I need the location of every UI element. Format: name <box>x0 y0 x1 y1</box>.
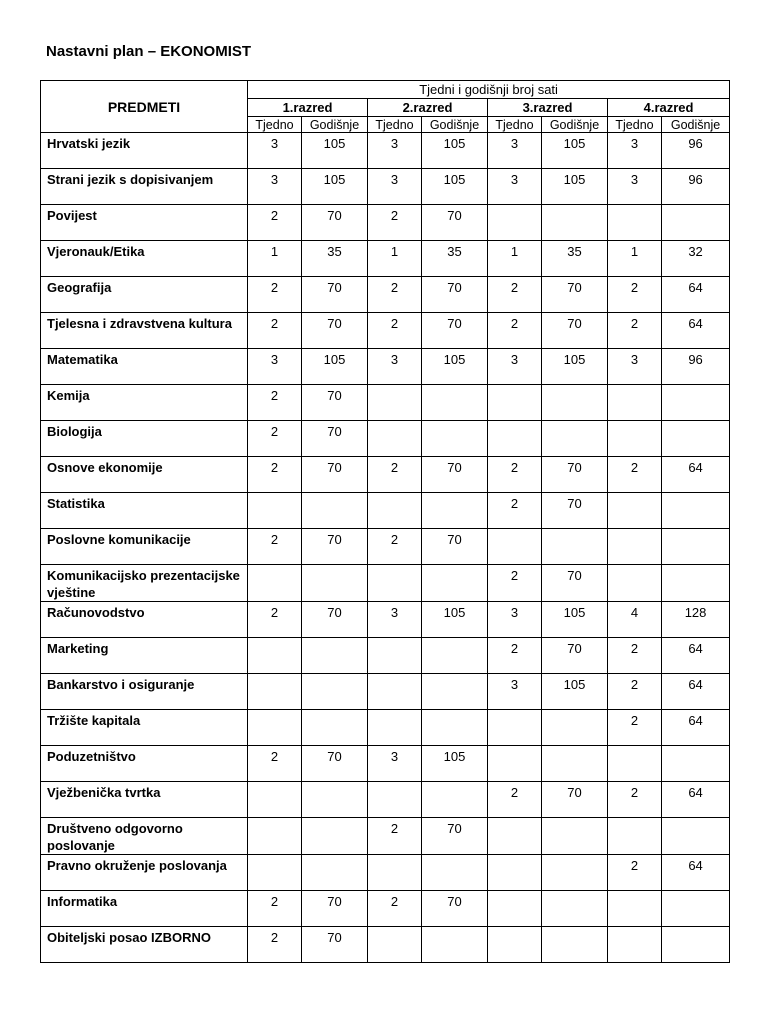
yearly-hours-cell: 128 <box>662 602 730 638</box>
table-row <box>41 385 730 421</box>
weekly-hours-cell: 3 <box>488 349 542 385</box>
weekly-hours-cell <box>488 746 542 782</box>
yearly-hours-cell <box>542 746 608 782</box>
subject-cell: Informatika <box>41 891 248 927</box>
weekly-hours-cell: 2 <box>488 638 542 674</box>
weekly-hours-cell: 3 <box>368 602 422 638</box>
yearly-hours-cell <box>662 818 730 855</box>
yearly-hours-cell: 70 <box>422 891 488 927</box>
yearly-hours-cell <box>422 638 488 674</box>
yearly-hours-cell: 64 <box>662 638 730 674</box>
weekly-hours-cell: 2 <box>248 457 302 493</box>
weekly-hours-cell: 2 <box>248 602 302 638</box>
weekly-hours-cell: 1 <box>608 241 662 277</box>
subject-cell: Bankarstvo i osiguranje <box>41 674 248 710</box>
yearly-hours-cell: 70 <box>302 385 368 421</box>
yearly-hours-cell: 105 <box>542 349 608 385</box>
subject-cell: Kemija <box>41 385 248 421</box>
weekly-hours-cell <box>368 855 422 891</box>
yearly-hours-cell <box>542 421 608 457</box>
yearly-hours-cell: 64 <box>662 674 730 710</box>
yearly-hours-cell: 35 <box>302 241 368 277</box>
weekly-hours-cell <box>488 385 542 421</box>
weekly-hours-cell: 2 <box>248 746 302 782</box>
yearly-hours-cell <box>662 493 730 529</box>
subject-cell: Strani jezik s dopisivanjem <box>41 169 248 205</box>
weekly-hours-cell: 2 <box>488 493 542 529</box>
weekly-hours-cell: 2 <box>608 457 662 493</box>
weekly-hours-cell: 3 <box>368 746 422 782</box>
subject-cell: Geografija <box>41 277 248 313</box>
yearly-hours-cell <box>422 674 488 710</box>
yearly-hours-cell <box>422 421 488 457</box>
yearly-hours-cell <box>542 385 608 421</box>
weekly-hours-cell: 2 <box>608 855 662 891</box>
weekly-hours-cell: 2 <box>248 927 302 963</box>
yearly-hours-cell <box>542 710 608 746</box>
yearly-hours-cell: 64 <box>662 710 730 746</box>
table-row <box>41 313 730 349</box>
yearly-hours-cell: 70 <box>302 313 368 349</box>
yearly-hours-cell <box>302 493 368 529</box>
table-body <box>41 133 730 963</box>
weekly-hours-cell: 3 <box>368 349 422 385</box>
weekly-hours-cell: 3 <box>488 169 542 205</box>
yearly-hours-cell <box>422 782 488 818</box>
subject-cell: Komunikacijsko prezentacijske vještine <box>41 565 248 602</box>
table-row <box>41 349 730 385</box>
table-row <box>41 133 730 169</box>
weekly-hours-cell <box>248 818 302 855</box>
weekly-hours-cell <box>248 674 302 710</box>
yearly-hours-cell: 64 <box>662 855 730 891</box>
yearly-hours-cell: 70 <box>302 746 368 782</box>
weekly-hours-cell: 2 <box>248 529 302 565</box>
weekly-hours-cell: 2 <box>248 205 302 241</box>
yearly-hours-cell: 70 <box>542 313 608 349</box>
weekly-hours-cell: 2 <box>368 457 422 493</box>
weekly-hours-cell: 3 <box>248 349 302 385</box>
yearly-hours-cell <box>302 855 368 891</box>
weekly-hours-cell: 2 <box>368 818 422 855</box>
yearly-hours-cell <box>662 205 730 241</box>
weekly-hours-cell <box>608 927 662 963</box>
weekly-hours-cell: 3 <box>248 133 302 169</box>
yearly-hours-cell <box>662 746 730 782</box>
weekly-hours-cell: 1 <box>248 241 302 277</box>
table-row <box>41 565 730 602</box>
table-row <box>41 457 730 493</box>
yearly-hours-cell: 70 <box>302 421 368 457</box>
table-row <box>41 493 730 529</box>
weekly-hours-cell: 1 <box>488 241 542 277</box>
yearly-hours-cell <box>542 927 608 963</box>
yearly-hours-cell: 70 <box>542 457 608 493</box>
table-row <box>41 277 730 313</box>
grade-header-3: 3.razred <box>488 99 608 117</box>
yearly-hours-cell: 105 <box>422 349 488 385</box>
table-row <box>41 782 730 818</box>
weekly-hours-cell: 2 <box>608 710 662 746</box>
weekly-hours-cell <box>368 674 422 710</box>
weekly-hours-cell <box>608 385 662 421</box>
yearly-hours-cell: 70 <box>302 602 368 638</box>
yearly-hours-cell: 70 <box>302 529 368 565</box>
subject-cell: Statistika <box>41 493 248 529</box>
weekly-hours-cell: 2 <box>368 277 422 313</box>
weekly-hours-cell <box>368 710 422 746</box>
subject-cell: Vježbenička tvrtka <box>41 782 248 818</box>
subject-cell: Osnove ekonomije <box>41 457 248 493</box>
weekly-hours-cell <box>248 710 302 746</box>
yearly-hours-cell <box>662 421 730 457</box>
weekly-hours-cell: 3 <box>608 133 662 169</box>
yearly-hours-cell: 105 <box>422 133 488 169</box>
table-row <box>41 529 730 565</box>
subject-cell: Pravno okruženje poslovanja <box>41 855 248 891</box>
yearly-hours-cell: 64 <box>662 277 730 313</box>
weekly-hours-cell <box>488 710 542 746</box>
subject-cell: Biologija <box>41 421 248 457</box>
yearly-hours-cell: 105 <box>542 169 608 205</box>
weekly-hours-cell <box>608 891 662 927</box>
grade-header-4: 4.razred <box>608 99 730 117</box>
weekly-hours-cell: 4 <box>608 602 662 638</box>
weekly-hours-cell: 3 <box>248 169 302 205</box>
weekly-hours-cell <box>248 565 302 602</box>
weekly-hours-cell: 3 <box>368 133 422 169</box>
weekly-hours-cell: 2 <box>488 313 542 349</box>
yearly-hours-cell: 70 <box>422 313 488 349</box>
weekly-hours-cell <box>368 493 422 529</box>
table-row <box>41 421 730 457</box>
yearly-hours-cell: 70 <box>422 205 488 241</box>
weekly-hours-cell: 3 <box>488 674 542 710</box>
weekly-hours-cell: 3 <box>608 169 662 205</box>
table-row <box>41 674 730 710</box>
yearly-hours-cell: 64 <box>662 457 730 493</box>
weekly-hours-cell: 2 <box>488 565 542 602</box>
weekly-hours-cell: 2 <box>368 529 422 565</box>
yearly-hours-cell: 32 <box>662 241 730 277</box>
yearly-hours-cell <box>662 529 730 565</box>
yearly-hours-cell: 70 <box>302 891 368 927</box>
weekly-hours-cell <box>608 565 662 602</box>
weekly-hours-cell: 3 <box>608 349 662 385</box>
subject-cell: Hrvatski jezik <box>41 133 248 169</box>
weekly-hours-cell: 2 <box>248 385 302 421</box>
weekly-hours-cell <box>608 746 662 782</box>
yearly-hours-cell <box>302 638 368 674</box>
table-row <box>41 818 730 855</box>
weekly-hours-cell <box>488 855 542 891</box>
weekly-hours-cell: 2 <box>608 313 662 349</box>
yearly-hours-cell: 70 <box>302 205 368 241</box>
weekly-hours-cell: 3 <box>488 602 542 638</box>
table-row <box>41 602 730 638</box>
yearly-hours-cell <box>662 385 730 421</box>
yearly-hours-cell <box>302 710 368 746</box>
subjects-header: PREDMETI <box>41 81 248 133</box>
weekly-hours-cell <box>488 529 542 565</box>
weekly-hours-cell: 2 <box>368 205 422 241</box>
yearly-hours-cell: 105 <box>542 674 608 710</box>
weekly-hours-cell <box>608 529 662 565</box>
weekly-hours-cell <box>368 638 422 674</box>
yearly-hours-cell: 64 <box>662 782 730 818</box>
yearly-hours-cell <box>542 818 608 855</box>
yearly-hours-cell <box>542 205 608 241</box>
yearly-hours-cell <box>662 891 730 927</box>
weekly-hours-cell: 2 <box>488 277 542 313</box>
weekly-hours-cell <box>248 855 302 891</box>
yearly-hours-cell <box>662 565 730 602</box>
table-row <box>41 746 730 782</box>
yearly-hours-cell: 96 <box>662 133 730 169</box>
weekly-hours-cell: 2 <box>608 638 662 674</box>
yearly-hours-cell: 96 <box>662 169 730 205</box>
yearly-hours-cell: 96 <box>662 349 730 385</box>
yearly-hours-cell: 70 <box>302 927 368 963</box>
weekly-hours-cell <box>248 638 302 674</box>
weekly-hours-cell: 2 <box>248 313 302 349</box>
weekly-hours-cell: 3 <box>488 133 542 169</box>
table-row <box>41 241 730 277</box>
yearly-hours-cell: 70 <box>422 529 488 565</box>
yearly-hours-cell <box>302 565 368 602</box>
yearly-hours-cell: 70 <box>542 782 608 818</box>
table-row <box>41 927 730 963</box>
weekly-hours-cell: 3 <box>368 169 422 205</box>
weekly-hours-cell: 2 <box>368 313 422 349</box>
table-row <box>41 855 730 891</box>
weekly-hours-cell: 2 <box>248 421 302 457</box>
weekly-header: Tjedno <box>368 117 422 133</box>
weekly-hours-cell <box>608 493 662 529</box>
yearly-hours-cell: 105 <box>542 133 608 169</box>
yearly-hours-cell <box>422 855 488 891</box>
yearly-hours-cell: 70 <box>422 818 488 855</box>
yearly-hours-cell <box>662 927 730 963</box>
weekly-hours-cell <box>248 782 302 818</box>
yearly-hours-cell <box>422 493 488 529</box>
yearly-hours-cell <box>302 782 368 818</box>
subject-cell: Tjelesna i zdravstvena kultura <box>41 313 248 349</box>
subject-cell: Tržište kapitala <box>41 710 248 746</box>
weekly-hours-cell: 2 <box>488 782 542 818</box>
weekly-hours-cell <box>368 421 422 457</box>
subject-cell: Matematika <box>41 349 248 385</box>
weekly-hours-cell: 1 <box>368 241 422 277</box>
weekly-hours-cell <box>488 421 542 457</box>
yearly-hours-cell <box>422 927 488 963</box>
grade-header-2: 2.razred <box>368 99 488 117</box>
weekly-hours-cell <box>488 927 542 963</box>
weekly-hours-cell <box>248 493 302 529</box>
yearly-hours-cell: 70 <box>302 277 368 313</box>
weekly-hours-cell <box>488 818 542 855</box>
subject-cell: Obiteljski posao IZBORNO <box>41 927 248 963</box>
subject-cell: Vjeronauk/Etika <box>41 241 248 277</box>
weekly-hours-cell <box>368 782 422 818</box>
weekly-hours-cell <box>368 565 422 602</box>
weekly-hours-cell: 2 <box>248 277 302 313</box>
weekly-header: Tjedno <box>248 117 302 133</box>
yearly-hours-cell: 105 <box>302 349 368 385</box>
table-row <box>41 169 730 205</box>
yearly-hours-cell: 70 <box>542 277 608 313</box>
weekly-hours-cell <box>488 891 542 927</box>
subject-cell: Računovodstvo <box>41 602 248 638</box>
weekly-hours-cell: 2 <box>608 277 662 313</box>
yearly-hours-cell: 105 <box>422 169 488 205</box>
weekly-hours-cell <box>368 385 422 421</box>
yearly-header: Godišnje <box>542 117 608 133</box>
weekly-hours-cell <box>608 421 662 457</box>
hours-group-header: Tjedni i godišnji broj sati <box>248 81 730 99</box>
weekly-header: Tjedno <box>488 117 542 133</box>
yearly-hours-cell <box>422 565 488 602</box>
yearly-hours-cell: 70 <box>422 457 488 493</box>
yearly-hours-cell <box>422 385 488 421</box>
yearly-header: Godišnje <box>662 117 730 133</box>
weekly-hours-cell: 2 <box>248 891 302 927</box>
table-row <box>41 891 730 927</box>
yearly-hours-cell: 105 <box>422 602 488 638</box>
curriculum-table <box>40 80 730 963</box>
weekly-hours-cell <box>608 205 662 241</box>
yearly-hours-cell <box>302 674 368 710</box>
yearly-hours-cell: 70 <box>542 638 608 674</box>
yearly-hours-cell: 105 <box>302 133 368 169</box>
yearly-hours-cell: 70 <box>302 457 368 493</box>
yearly-hours-cell <box>542 855 608 891</box>
grade-header-1: 1.razred <box>248 99 368 117</box>
yearly-hours-cell: 35 <box>542 241 608 277</box>
weekly-hours-cell: 2 <box>368 891 422 927</box>
weekly-hours-cell: 2 <box>608 674 662 710</box>
subject-cell: Društveno odgovorno poslovanje <box>41 818 248 855</box>
yearly-hours-cell: 70 <box>542 493 608 529</box>
table-row <box>41 710 730 746</box>
yearly-hours-cell <box>542 891 608 927</box>
yearly-header: Godišnje <box>422 117 488 133</box>
page-title: Nastavni plan – EKONOMIST <box>46 43 252 60</box>
yearly-hours-cell <box>302 818 368 855</box>
yearly-hours-cell: 70 <box>542 565 608 602</box>
weekly-hours-cell <box>608 818 662 855</box>
weekly-hours-cell <box>488 205 542 241</box>
yearly-header: Godišnje <box>302 117 368 133</box>
yearly-hours-cell <box>422 710 488 746</box>
weekly-hours-cell <box>368 927 422 963</box>
yearly-hours-cell: 35 <box>422 241 488 277</box>
subject-cell: Marketing <box>41 638 248 674</box>
yearly-hours-cell: 105 <box>302 169 368 205</box>
yearly-hours-cell: 70 <box>422 277 488 313</box>
subject-cell: Povijest <box>41 205 248 241</box>
subject-cell: Poduzetništvo <box>41 746 248 782</box>
table-row <box>41 638 730 674</box>
table-row <box>41 205 730 241</box>
yearly-hours-cell: 64 <box>662 313 730 349</box>
weekly-hours-cell: 2 <box>488 457 542 493</box>
weekly-header: Tjedno <box>608 117 662 133</box>
subject-cell: Poslovne komunikacije <box>41 529 248 565</box>
yearly-hours-cell <box>542 529 608 565</box>
weekly-hours-cell: 2 <box>608 782 662 818</box>
yearly-hours-cell: 105 <box>422 746 488 782</box>
yearly-hours-cell: 105 <box>542 602 608 638</box>
